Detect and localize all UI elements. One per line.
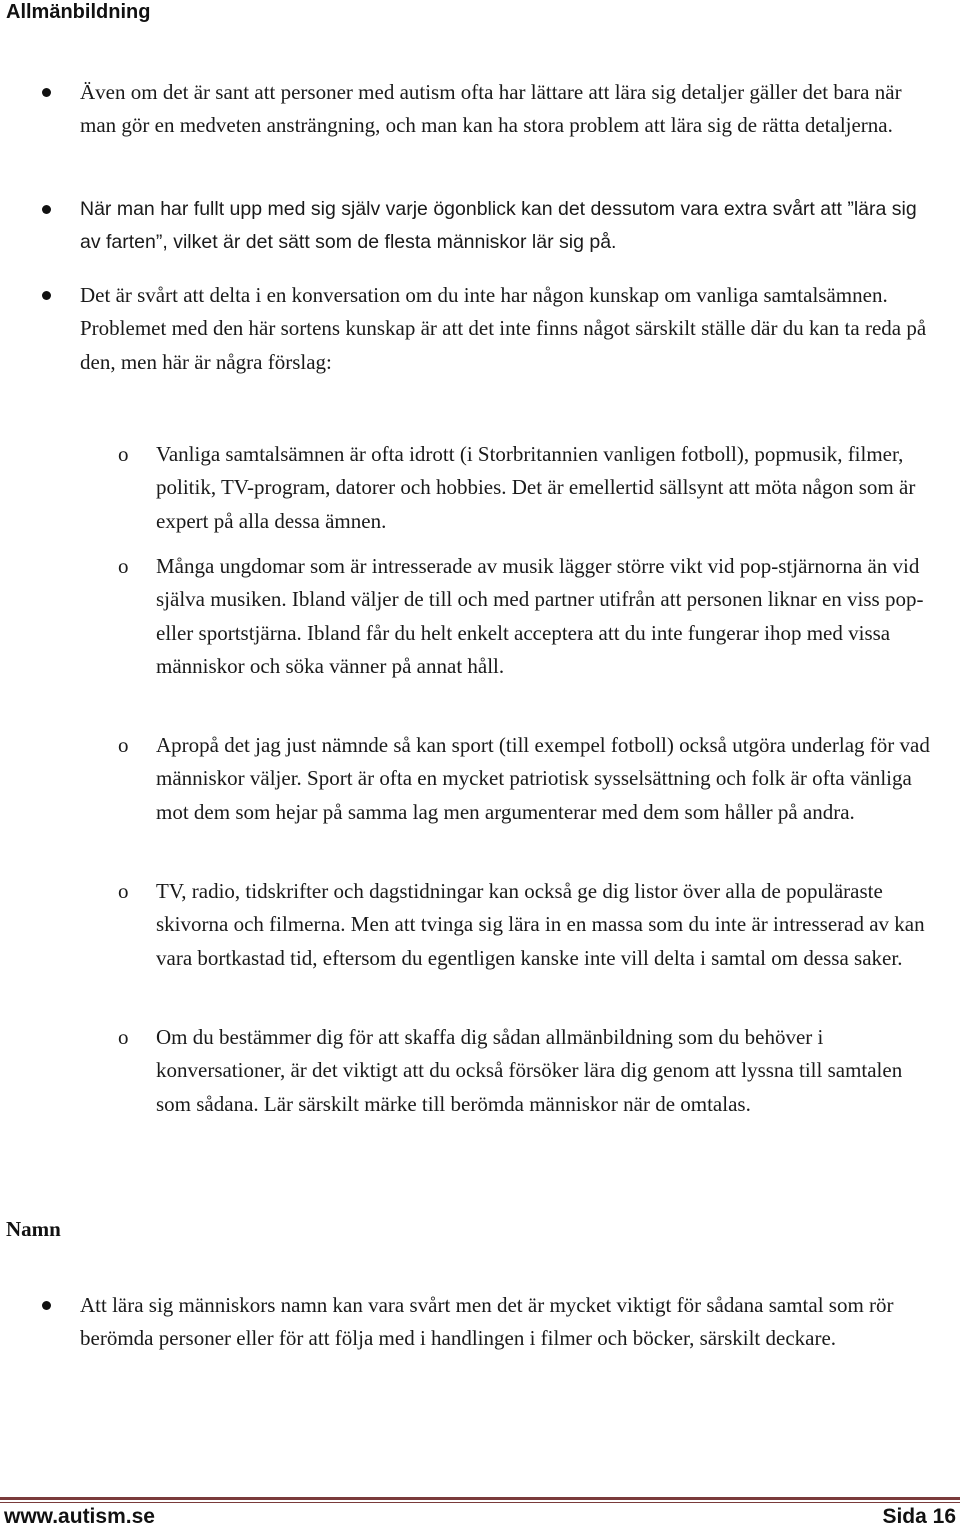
footer-rule xyxy=(0,1497,960,1500)
footer-site: www.autism.se xyxy=(4,1505,155,1528)
bullet-dot-icon xyxy=(42,88,51,97)
bullet-item xyxy=(80,1289,940,1356)
sub-item-text: Många ungdomar som är intresserade av musik lägger större vikt vid pop-stjärnorna än vid själva musiken. Ibland väljer de till och med partner utifrån att personen liknar en viss pop- eller sportstjärna. Ibland får du helt enkelt acceptera att du inte fungerar ihop med vissa människor och söka vänner på annat håll. xyxy=(156,554,924,678)
bullet-text: När man har fullt upp med sig själv varje ögonblick kan det dessutom vara extra svårt att ”lära sig av farten”, vilket är det sätt som de flesta människor lär sig på. xyxy=(80,198,917,254)
bullet-text: Det är svårt att delta i en konversation om du inte har någon kunskap om vanliga samtalsämnen. Problemet med den här sortens kunskap är att det inte finns något särskilt ställe där du kan ta reda på den, men här är några förslag: xyxy=(80,283,927,374)
sub-list-item xyxy=(118,729,936,829)
sub-list-item xyxy=(118,875,936,975)
sub-item-text: Om du bestämmer dig för att skaffa dig sådan allmänbildning som du behöver i konversationer, är det viktigt att du också försöker lära dig genom att lyssna till samtalen som sådana. Lär särskilt märke till berömda människor när de omtalas. xyxy=(156,1025,903,1116)
page-footer xyxy=(0,1497,960,1531)
footer-page-number: Sida 16 xyxy=(882,1505,956,1528)
section-heading-namn: Namn xyxy=(6,1217,61,1241)
bullet-text: Att lära sig människors namn kan vara svårt men det är mycket viktigt för sådana samtal som rör berömda personer eller för att följa med i handlingen i filmer och böcker, särskilt deckare. xyxy=(80,1293,894,1351)
bullet-item xyxy=(80,279,940,379)
sub-list-item xyxy=(118,438,936,538)
bullet-dot-icon xyxy=(42,291,51,300)
sub-item-text: Apropå det jag just nämnde så kan sport (till exempel fotboll) också utgöra underlag för vad människor väljer. Sport är ofta en mycket patriotisk sysselsättning och folk är ofta vänliga mot dem som hejar på samma lag men argumenterar med dem som håller på andra. xyxy=(156,733,930,824)
bullet-dot-icon xyxy=(42,205,51,214)
circle-bullet-icon: o xyxy=(118,733,129,757)
sub-list-item xyxy=(118,550,936,683)
bullet-dot-icon xyxy=(42,1301,51,1310)
bullet-item xyxy=(80,193,940,260)
footer-rule-thin xyxy=(0,1502,960,1503)
sub-item-text: TV, radio, tidskrifter och dagstidningar kan också ge dig listor över alla de populäraste skivorna och filmerna. Men att tvinga sig lära in en massa som du inte är intresserad av kan vara bortkastad tid, eftersom du egentligen kanske inte vill delta i samtal om dessa saker. xyxy=(156,879,925,970)
section-heading-allmanbildning: Allmänbildning xyxy=(6,1,151,23)
circle-bullet-icon: o xyxy=(118,1025,129,1049)
bullet-item xyxy=(80,76,940,143)
sub-list-item xyxy=(118,1021,936,1121)
circle-bullet-icon: o xyxy=(118,879,129,903)
bullet-text: Även om det är sant att personer med autism ofta har lättare att lära sig detaljer gäller det bara när man gör en medveten ansträngning, och man kan ha stora problem att lära sig de rätta detaljerna. xyxy=(80,80,902,138)
circle-bullet-icon: o xyxy=(118,554,129,578)
sub-item-text: Vanliga samtalsämnen är ofta idrott (i Storbritannien vanligen fotboll), popmusik, filmer, politik, TV-program, datorer och hobbies. Det är emellertid sällsynt att möta någon som är expert på alla dessa ämnen. xyxy=(156,442,916,533)
circle-bullet-icon: o xyxy=(118,442,129,466)
